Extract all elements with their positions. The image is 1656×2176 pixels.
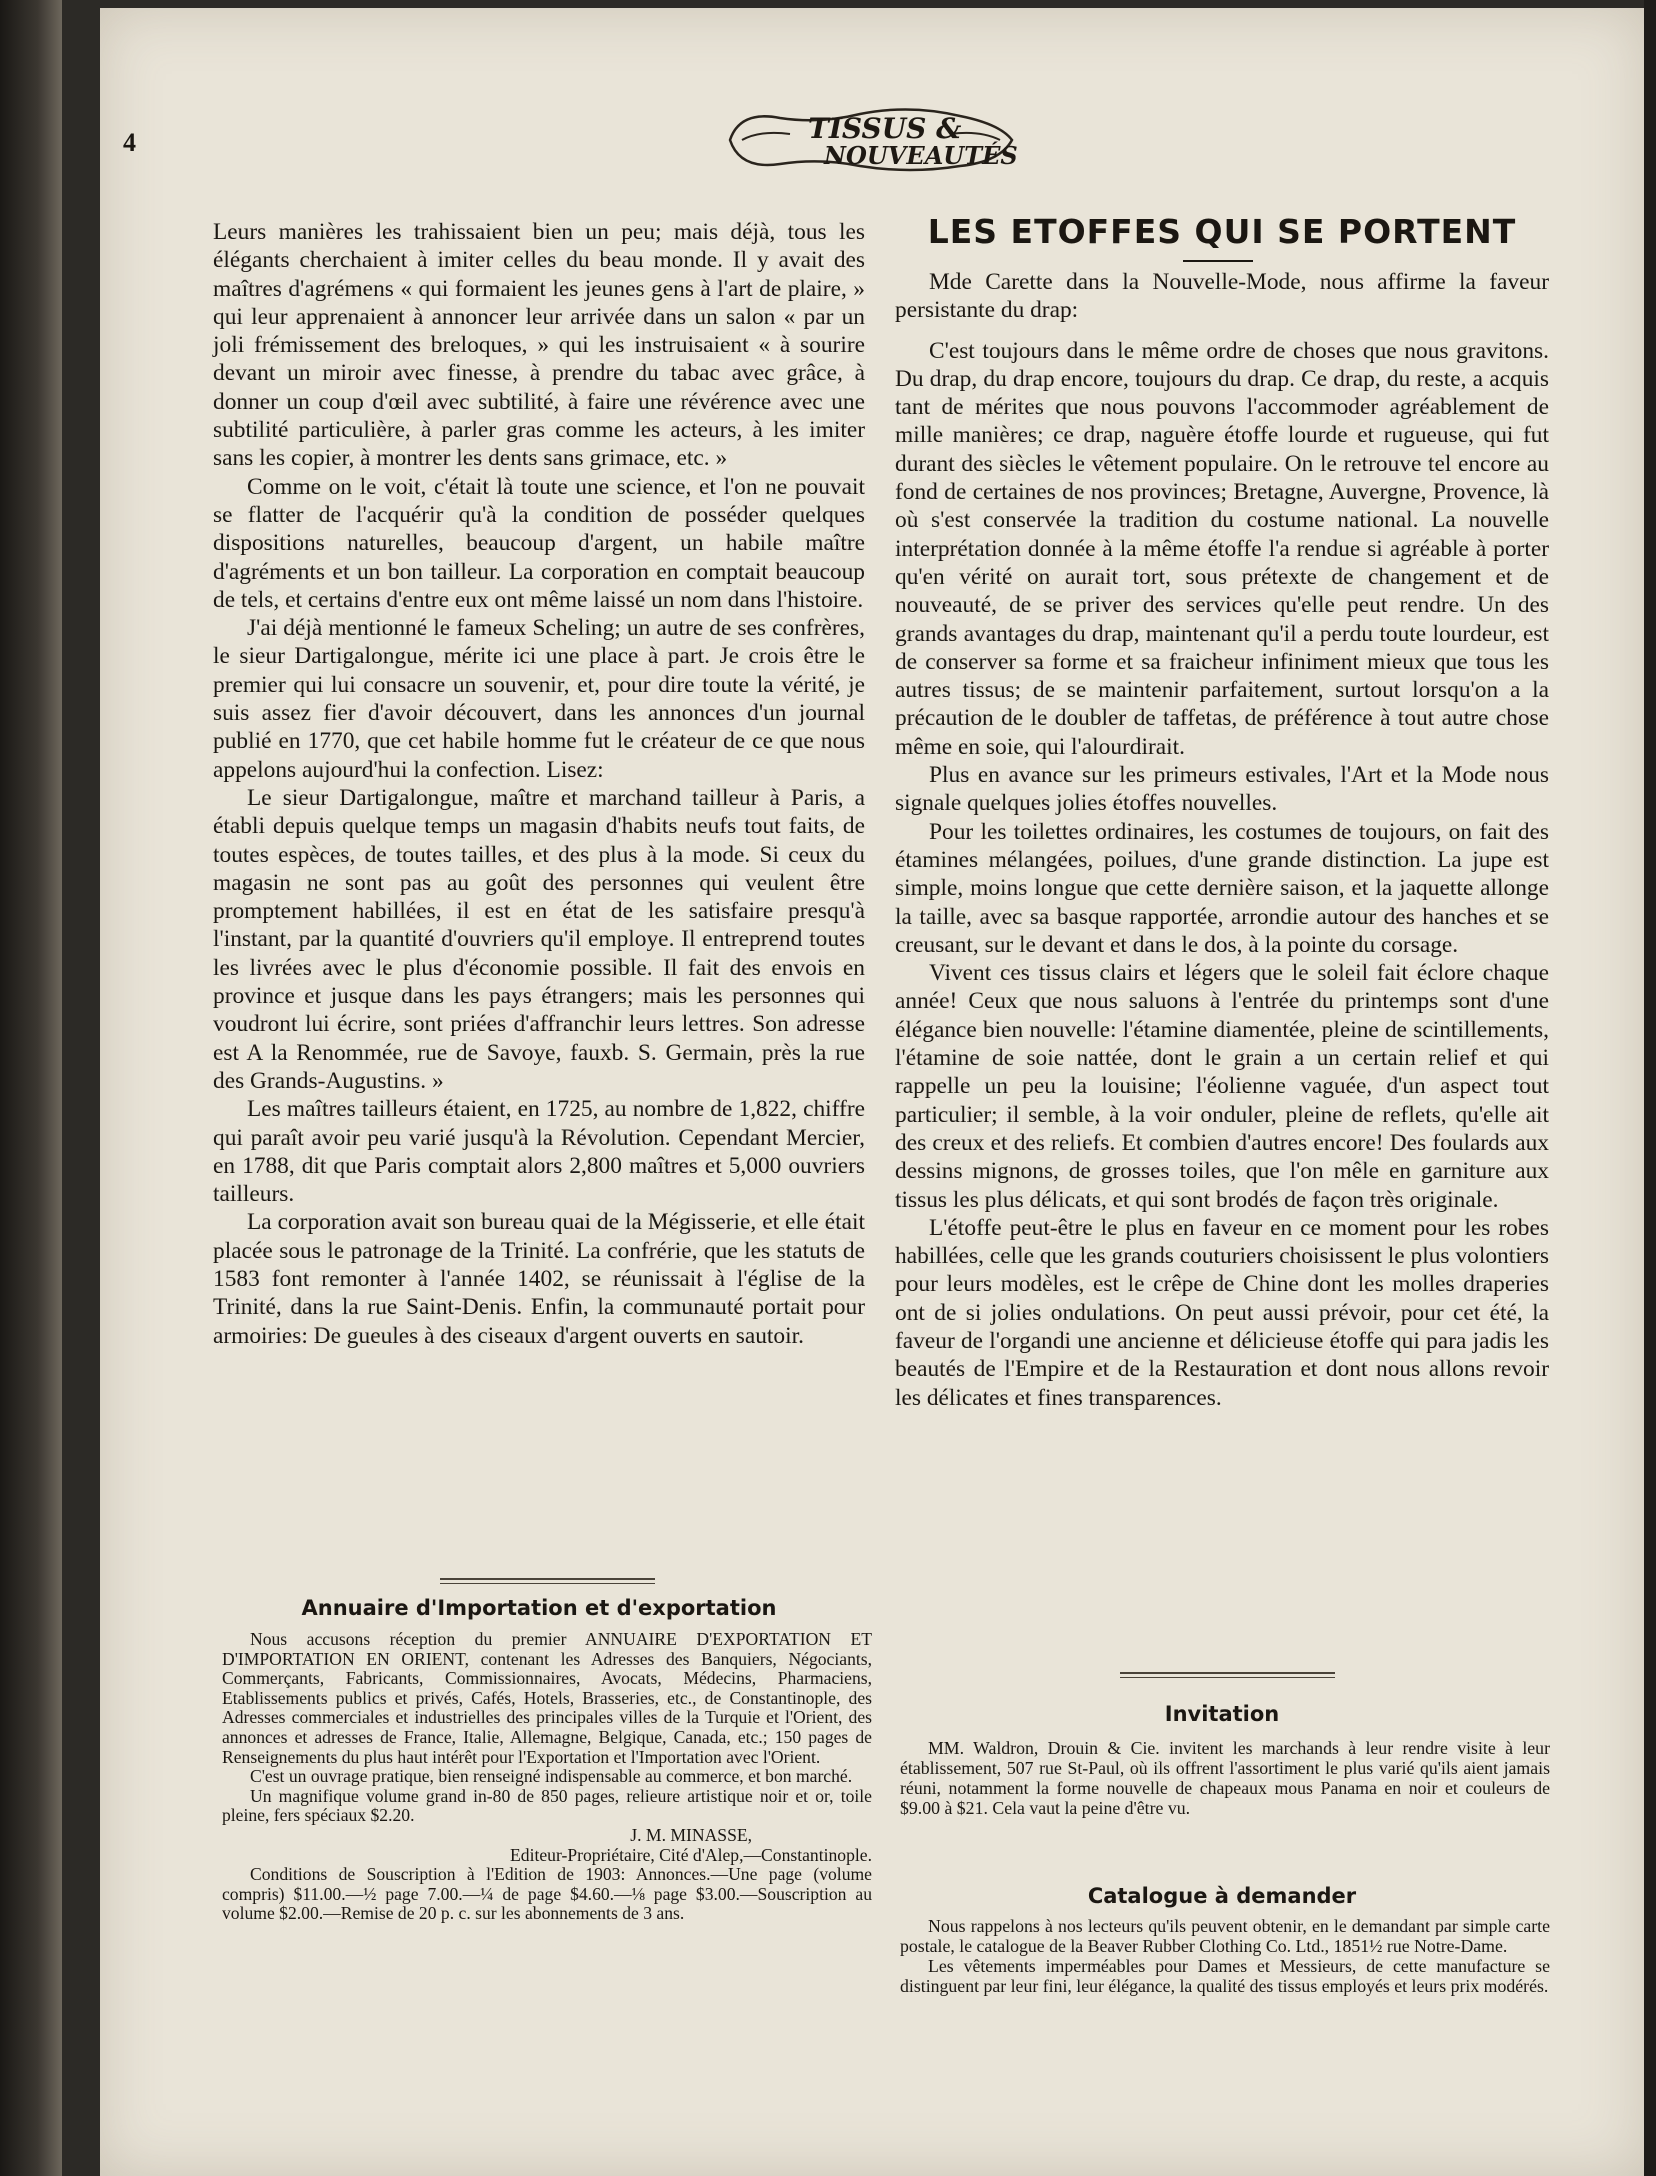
left-paragraph: Comme on le voit, c'était là toute une science, et l'on ne pouvait se flatter de l'acquérir qu'à la condition de posséder quelques dispositions naturelles, beaucoup d'argent, un habile maître d'agréments et un bon tailleur. La corporation en comptait beaucoup de tels, et certains d'entre eux ont même laissé un nom dans l'histoire. [213, 473, 865, 613]
catalogue-block [900, 1916, 1550, 1996]
svg-text:NOUVEAUTÉS: NOUVEAUTÉS [824, 141, 1018, 170]
right-paragraph: Plus en avance sur les primeurs estivales, l'Art et la Mode nous signale quelques jolies étoffes nouvelles. [895, 762, 1549, 817]
right-paragraph: C'est toujours dans le même ordre de choses que nous gravitons. Du drap, du drap encore, toujours du drap. Ce drap, du reste, a acquis tant de mérites que nous pouvons l'accommoder agréablement de mille manières; ce drap, naguère étoffe lourde et rugueuse, qui fut durant des siècles le vêtement populaire. On le retrouve tel encore au fond de certaines de nos provinces; Bretagne, Auvergne, Provence, là où s'est conservée la tradition du costume national. La nouvelle interprétation donnée à la même étoffe l'a rendue si agréable à porter qu'en vérité on aurait tort, sous prétexte de changement et de nouveauté, de se priver des services qu'elle peut rendre. Un des grands avantages du drap, maintenant qu'il a perdu toute lourdeur, est de conserver sa forme et sa fraicheur infiniment mieux que tous les autres tissus; de se maintenir parfaitement, surtout lorsqu'on a la précaution de le doubler de taffetas, de préférence à tout autre chose même en soie, qui l'alourdirait. [895, 337, 1549, 760]
right-paragraph: Mde Carette dans la Nouvelle-Mode, nous affirme la faveur persistante du drap: [895, 269, 1549, 324]
annuaire-rule [440, 1578, 655, 1584]
right-paragraph: Vivent ces tissus clairs et légers que le soleil fait éclore chaque année! Ceux que nous saluons à l'entrée du printemps sont d'une élégance bien nouvelle: l'étamine diamentée, pleine de scintillements, l'étamine de soie nattée, dont le grain a un certain relief et qui rappelle un peu la louisine; l'éolienne vaguée, d'un aspect tout particulier; il semble, à la voir onduler, pleine de reflets, qu'elle ait des creux et des reliefs. Et combien d'autres encore! Des foulards aux dessins mignons, de grosses toiles, que l'on mêle en garniture aux tissus les plus délicats, et qui sont brodés de façon très originale. [895, 960, 1549, 1213]
left-paragraph: J'ai déjà mentionné le fameux Scheling; un autre de ses confrères, le sieur Dartigalongue, mérite ici une place à part. Je crois être le premier qui lui consacre un souvenir, et, pour dire toute la vérité, je suis assez fier d'avoir découvert, dans les annonces d'un journal publié en 1770, que cet habile homme fut le créateur de ce que nous appelons aujourd'hui la confection. Lisez: [213, 615, 865, 783]
title-underline [1183, 260, 1253, 262]
page-number: 4 [123, 128, 136, 157]
invitation-heading: Invitation [1164, 1702, 1280, 1726]
left-column [213, 218, 865, 1350]
invitation-text: MM. Waldron, Drouin & Cie. invitent les marchands à leur rendre visite à leur établissement, 507 rue St-Paul, où ils offrent l'assortiment le plus varié qu'ils aient jamais réuni, notamment la forme nouvelle de chapeaux mous Panama en noir et couleurs de $9.00 à $21. Cela vaut la peine d'être vu. [900, 1738, 1550, 1818]
svg-text:TISSUS &: TISSUS & [808, 112, 962, 145]
catalogue-paragraph: Nous rappelons à nos lecteurs qu'ils peuvent obtenir, en le demandant par simple carte postale, le catalogue de la Beaver Rubber Clothing Co. Ltd., 1851½ rue Notre-Dame. [900, 1916, 1550, 1956]
annuaire-paragraph: Un magnifique volume grand in-80 de 850 pages, relieure artistique noir et or, toile pleine, fers spéciaux $2.20. [222, 1785, 872, 1826]
catalogue-paragraph: Les vêtements imperméables pour Dames et Messieurs, de cette manufacture se distinguent par leur fini, leur élégance, la qualité des tissus employés et leurs prix modérés. [900, 1956, 1550, 1996]
annuaire-signature-title: Editeur-Propriétaire, Cité d'Alep,—Constantinople. [510, 1844, 872, 1865]
annuaire-paragraph: Conditions de Souscription à l'Edition de 1903: Annonces.—Une page (volume compris) $11.00.—½ page 7.00.—¼ de page $4.60.—⅛ page $3.00.—Souscription au volume $2.00.—Remise de 20 p. c. sur les abonnements de 3 ans. [222, 1864, 872, 1924]
annuaire-signature-name: J. M. MINASSE, [630, 1824, 752, 1845]
scan-edge-right [1644, 0, 1656, 2176]
annuaire-paragraph: C'est un ouvrage pratique, bien renseigné indispensable au commerce, et bon marché. [250, 1766, 853, 1787]
invitation-rule [1120, 1672, 1335, 1678]
scan-edge-left [0, 0, 62, 2176]
annuaire-paragraph: Nous accusons réception du premier ANNUAIRE D'EXPORTATION ET D'IMPORTATION EN ORIENT, contenant les Adresses des Banquiers, Négociants, Commerçants, Fabricants, Commissionnaires, Avocats, Médecins, Pharmaciens, Etablissements publics et privés, Cafés, Hotels, Brasseries, etc., de Constantinople, des Adresses commerciales et industrielles des principales villes de la Turquie et l'Orient, des annonces et adresses de France, Italie, Allemagne, Belgique, Canada, etc.; 150 pages de Renseignements du plus haut intérêt pour l'Exportation et l'Importation avec l'Orient. [222, 1629, 872, 1767]
left-paragraph: Les maîtres tailleurs étaient, en 1725, au nombre de 1,822, chiffre qui paraît avoir peu varié jusqu'à la Révolution. Cependant Mercier, en 1788, dit que Paris comptait alors 2,800 maîtres et 5,000 ouvriers tailleurs. [213, 1096, 865, 1208]
masthead-logo [720, 100, 1020, 180]
left-paragraph: Le sieur Dartigalongue, maître et marchand tailleur à Paris, a établi depuis quelque temps un magasin d'habits neufs tout faits, de toutes espèces, de toutes tailles, et des plus à la mode. Si ceux du magasin ne sont pas au goût des personnes qui veulent être promptement habillées, il est en état de les satisfaire presqu'à l'instant, par la quantité d'ouvriers qu'il employe. Il entreprend toutes les livrées avec le plus d'économie possible. Il fait des envois en province et jusque dans les pays étrangers; mais les personnes qui voudront lui écrire, sont priées d'affranchir leurs lettres. Son adresse est A la Renommée, rue de Savoye, fauxb. S. Germain, près la rue des Grands-Augustins. » [213, 784, 865, 1094]
right-paragraph: Pour les toilettes ordinaires, les costumes de toujours, on fait des étamines mélangées, poilues, d'une grande distinction. La jupe est simple, moins longue que cette dernière saison, et la jaquette allonge la taille, avec sa basque rapportée, arrondie autour des hanches et se creusant, sur le devant et dans le dos, à la pointe du corsage. [895, 818, 1549, 958]
annuaire-block [222, 1630, 872, 1924]
catalogue-heading: Catalogue à demander [1087, 1884, 1357, 1908]
right-paragraph: L'étoffe peut-être le plus en faveur en ce moment pour les robes habillées, celle que les grands couturiers choisissent le plus volontiers pour leurs modèles, est le crêpe de Chine dont les molles draperies ont de si jolies ondulations. On peut aussi prévoir, pour cet été, la faveur de l'organdi une ancienne et délicieuse étoffe qui para jadis les beautés de l'Empire et de la Restauration et dont nous allons revoir les délicates et fines transparences. [895, 1214, 1549, 1411]
invitation-block [900, 1738, 1550, 1818]
right-column [895, 268, 1549, 1412]
article-title: LES ETOFFES QUI SE PORTENT [927, 212, 1517, 251]
left-paragraph: Leurs manières les trahissaient bien un peu; mais déjà, tous les élégants cherchaient à imiter celles du beau monde. Il y avait des maîtres d'agrémens « qui formaient les jeunes gens à l'art de plaire, » qui leur apprenaient à annoncer leur arrivée dans un salon « par un joli frémissement des breloques, » qui les instruisaient « à sourire devant un miroir avec finesse, à prendre du tabac avec grâce, à donner un coup d'œil avec subtilité, à faire une révérence avec une subtilité particulière, à parler gras comme les acteurs, à les imiter sans les copier, à montrer les dents sans grimace, etc. » [213, 219, 865, 472]
left-paragraph: La corporation avait son bureau quai de la Mégisserie, et elle était placée sous le patronage de la Trinité. La confrérie, que les statuts de 1583 font remonter à l'année 1402, se réunissait à l'église de la Trinité, dans la rue Saint-Denis. Enfin, la communauté portait pour armoiries: De gueules à des ciseaux d'argent ouverts en sautoir. [213, 1209, 865, 1349]
annuaire-heading: Annuaire d'Importation et d'exportation [301, 1596, 777, 1620]
